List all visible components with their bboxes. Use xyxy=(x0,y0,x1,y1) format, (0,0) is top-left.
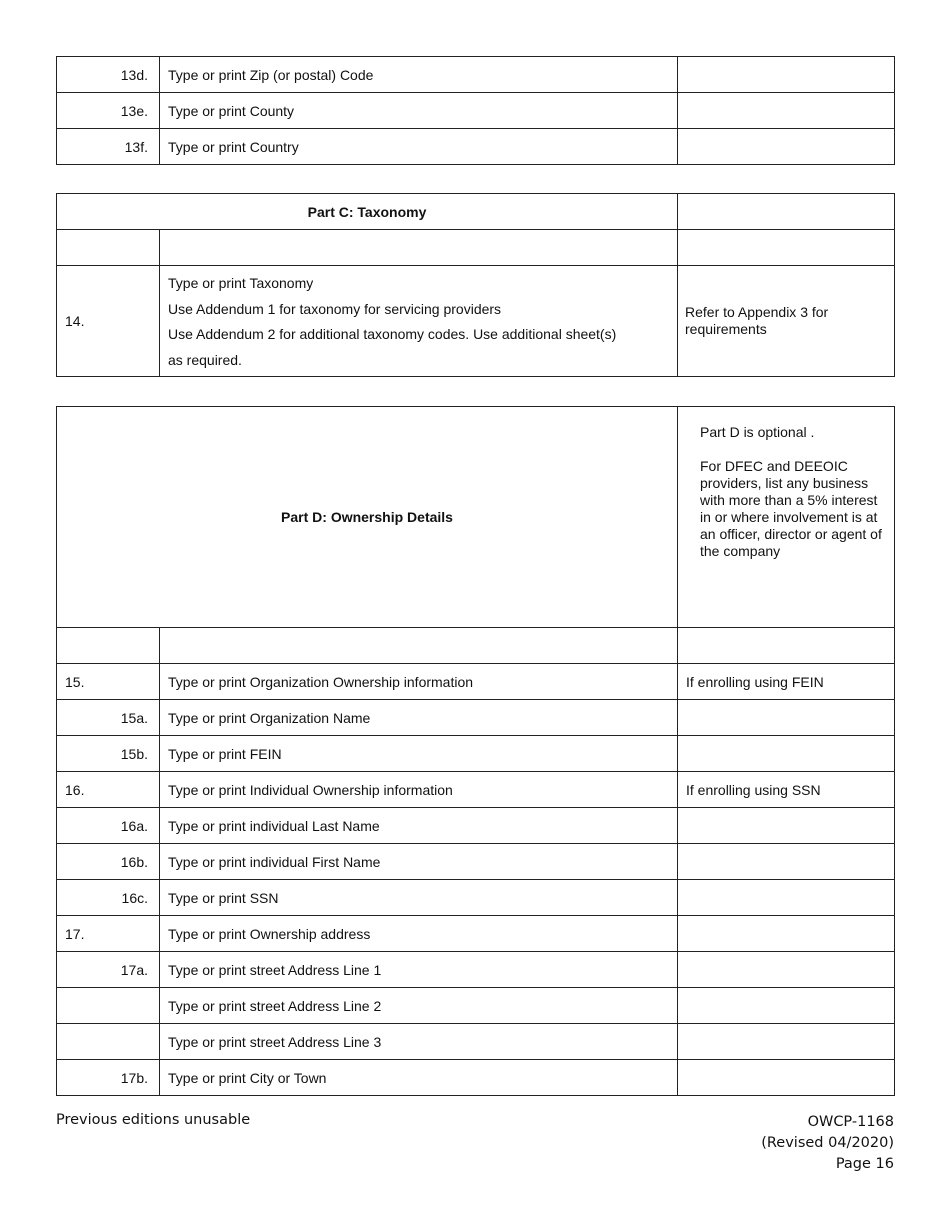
table-row xyxy=(57,808,895,844)
country-field[interactable] xyxy=(678,129,895,165)
row-number xyxy=(57,988,160,1024)
table-row xyxy=(57,266,895,377)
form-id: OWCP-1168 xyxy=(807,1114,894,1130)
part-d-note xyxy=(678,407,895,628)
row-label: Type or print street Address Line 3 xyxy=(160,1024,678,1060)
row-note: If enrolling using SSN xyxy=(678,772,895,808)
blank-row xyxy=(57,628,895,664)
taxonomy-line: Type or print Taxonomy xyxy=(168,275,314,291)
organization-name-field[interactable] xyxy=(678,700,895,736)
table-row xyxy=(57,1024,895,1060)
table-row xyxy=(57,988,895,1024)
taxonomy-field[interactable] xyxy=(160,266,678,377)
ssn-field[interactable] xyxy=(678,880,895,916)
row-number: 17b. xyxy=(57,1060,160,1096)
last-name-field[interactable] xyxy=(678,808,895,844)
address-line-1-field[interactable] xyxy=(678,952,895,988)
part-c-header-blank xyxy=(678,194,895,230)
address-line-3-field[interactable] xyxy=(678,1024,895,1060)
row-number: 13e. xyxy=(57,93,160,129)
table-row xyxy=(57,129,895,165)
row-label: Type or print Organization Ownership information xyxy=(160,664,678,700)
part-d-optional-note: Part D is optional . xyxy=(700,424,815,440)
row-number: 13d. xyxy=(57,57,160,93)
row-number: 14. xyxy=(57,266,160,377)
section-header-row xyxy=(57,194,895,230)
row-label: Type or print Country xyxy=(160,129,678,165)
part-c-taxonomy-table xyxy=(56,193,895,377)
row-label: Type or print FEIN xyxy=(160,736,678,772)
page-number: Page 16 xyxy=(835,1156,894,1172)
part-d-ownership-table xyxy=(56,406,895,1096)
table-row xyxy=(57,952,895,988)
address-table xyxy=(56,56,895,165)
row-label: Type or print Zip (or postal) Code xyxy=(160,57,678,93)
row-number: 17a. xyxy=(57,952,160,988)
row-number: 13f. xyxy=(57,129,160,165)
row-number: 16a. xyxy=(57,808,160,844)
revision-date: (Revised 04/2020) xyxy=(761,1135,894,1151)
table-row xyxy=(57,1060,895,1096)
row-number: 15. xyxy=(57,664,160,700)
table-row xyxy=(57,844,895,880)
row-label: Type or print Individual Ownership information xyxy=(160,772,678,808)
table-row xyxy=(57,880,895,916)
taxonomy-line: Use Addendum 1 for taxonomy for servicing providers xyxy=(168,300,502,317)
table-row xyxy=(57,916,895,952)
taxonomy-line: Use Addendum 2 for additional taxonomy codes. Use additional sheet(s) xyxy=(168,326,617,342)
fein-field[interactable] xyxy=(678,736,895,772)
footer-right xyxy=(761,1112,894,1175)
row-number: 15a. xyxy=(57,700,160,736)
ownership-address-field[interactable] xyxy=(678,916,895,952)
city-field[interactable] xyxy=(678,1060,895,1096)
row-label: Type or print Ownership address xyxy=(160,916,678,952)
row-label: Type or print Organization Name xyxy=(160,700,678,736)
table-row xyxy=(57,664,895,700)
row-label: Type or print City or Town xyxy=(160,1060,678,1096)
county-field[interactable] xyxy=(678,93,895,129)
first-name-field[interactable] xyxy=(678,844,895,880)
part-c-title: Part C: Taxonomy xyxy=(57,194,678,230)
address-line-2-field[interactable] xyxy=(678,988,895,1024)
zip-code-field[interactable] xyxy=(678,57,895,93)
table-row xyxy=(57,700,895,736)
row-number: 16c. xyxy=(57,880,160,916)
row-label: Type or print County xyxy=(160,93,678,129)
table-row xyxy=(57,772,895,808)
row-label: Type or print SSN xyxy=(160,880,678,916)
taxonomy-note: Refer to Appendix 3 for requirements xyxy=(678,266,895,377)
row-number: 15b. xyxy=(57,736,160,772)
blank-row xyxy=(57,230,895,266)
row-label: Type or print street Address Line 1 xyxy=(160,952,678,988)
table-row xyxy=(57,93,895,129)
row-label: Type or print street Address Line 2 xyxy=(160,988,678,1024)
row-label: Type or print individual First Name xyxy=(160,844,678,880)
table-row xyxy=(57,736,895,772)
footer-left: Previous editions unusable xyxy=(56,1112,251,1128)
row-label: Type or print individual Last Name xyxy=(160,808,678,844)
section-header-row xyxy=(57,407,895,628)
row-number: 16b. xyxy=(57,844,160,880)
taxonomy-line: as required. xyxy=(168,351,242,368)
table-row xyxy=(57,57,895,93)
row-number: 16. xyxy=(57,772,160,808)
row-note: If enrolling using FEIN xyxy=(678,664,895,700)
row-number: 17. xyxy=(57,916,160,952)
row-number xyxy=(57,1024,160,1060)
part-d-title: Part D: Ownership Details xyxy=(57,407,678,628)
part-d-dfec-note: For DFEC and DEEOIC providers, list any business with more than a 5% interest in or where involvement is at an officer, director or agent of the company xyxy=(700,458,882,559)
